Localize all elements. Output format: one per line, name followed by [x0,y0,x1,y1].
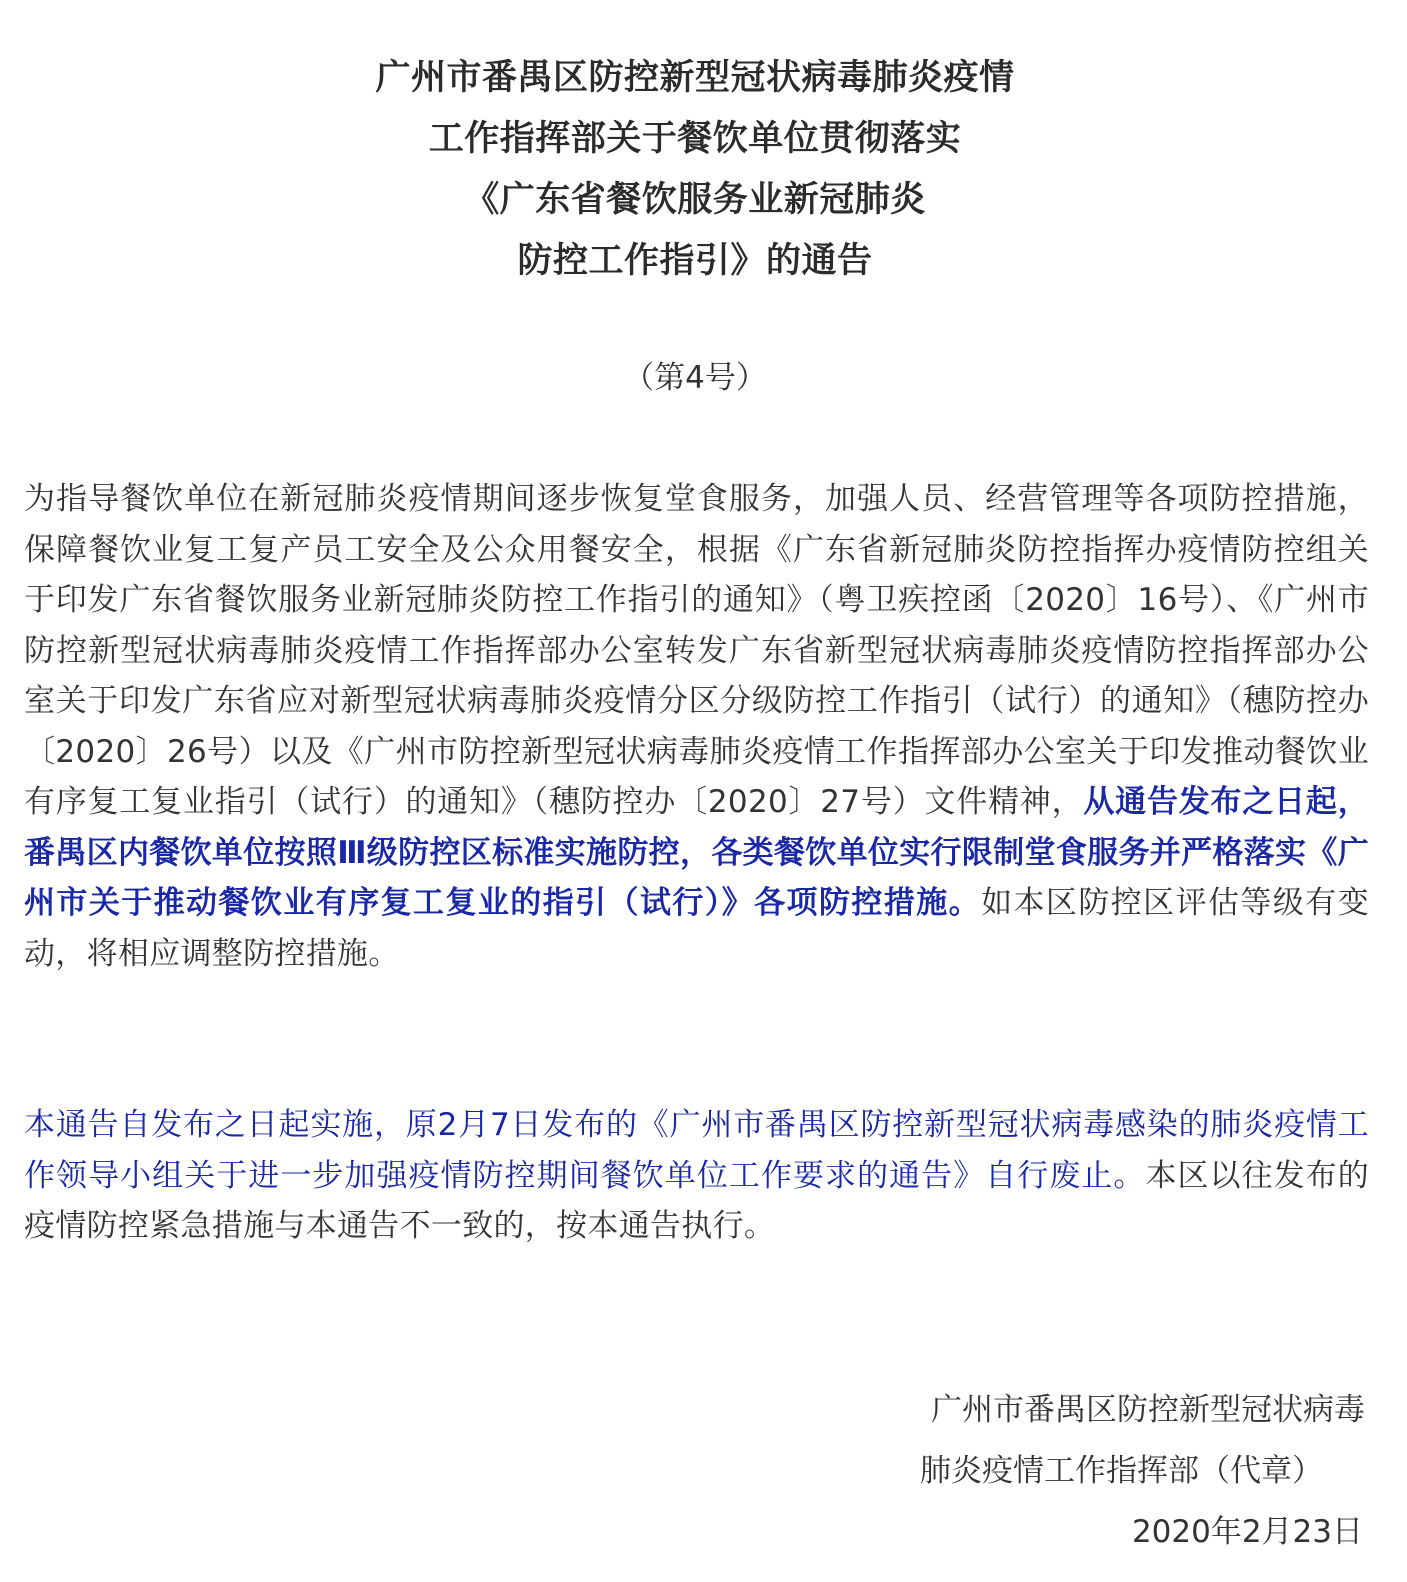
document-number: （第4号） [623,360,767,396]
paragraph-2-repeal-notice: 本通告自发布之日起实施，原2月7日发布的《广州市番禺区防控新型冠状病毒感染的肺炎疫情工作领导小组关于进一步加强疫情防控期间餐饮单位工作要求的通告》自行废止。 [24,1107,1369,1194]
paragraph-1-intro-text: 为指导餐饮单位在新冠肺炎疫情期间逐步恢复堂食服务，加强人员、经营管理等各项防控措施，保障餐饮业复工复产员工安全及公众用餐安全，根据《广东省新冠肺炎防控指挥办疫情防控组关于印发广东省餐饮服务业新冠肺炎防控工作指引的通知》（粤卫疾控函〔2020〕16号）、《广州市防控新型冠状病毒肺炎疫情工作指挥部办公室转发广东省新型冠状病毒肺炎疫情防控指挥部办公室关于印发广东省应对新型冠状病毒肺炎疫情分区分级防控工作指引（试行）的通知》（穗防控办〔2020〕26号）以及《广州市防控新型冠状病毒肺炎疫情工作指挥部办公室关于印发推动餐饮业有序复工复业指引（试行）的通知》（穗防控办〔2020〕27号）文件精神， [24,481,1369,820]
signature-org-line-1: 广州市番禺区防控新型冠状病毒 [931,1392,1365,1428]
title-line-3: 《广东省餐饮服务业新冠肺炎 [464,180,926,220]
signature-org-line-2: 肺炎疫情工作指挥部（代章） [920,1453,1323,1489]
title-line-2: 工作指挥部关于餐饮单位贯彻落实 [428,119,962,159]
title-line-1: 广州市番禺区防控新型冠状病毒肺炎疫情 [375,58,1015,98]
body-paragraph-2 [24,1100,1369,1252]
signature-block [920,1380,1365,1563]
paragraph-1-closing-text: 如本区防控区评估等级有变动，将相应调整防控措施。 [24,885,1369,972]
document-title [0,48,1390,292]
signature-date: 2020年2月23日 [1131,1514,1363,1550]
paragraph-2-precedence-text: 本区以往发布的疫情防控紧急措施与本通告不一致的，按本通告执行。 [24,1157,1369,1244]
paragraph-1-highlighted-directive: 从通告发布之日起，番禺区内餐饮单位按照Ⅲ级防控区标准实施防控，各类餐饮单位实行限制堂食服务并严格落实《广州市关于推动餐饮业有序复工复业的指引（试行）》各项防控措施。 [24,784,1370,921]
body-paragraph-1 [24,474,1369,979]
title-line-4: 防控工作指引》的通告 [517,241,873,281]
